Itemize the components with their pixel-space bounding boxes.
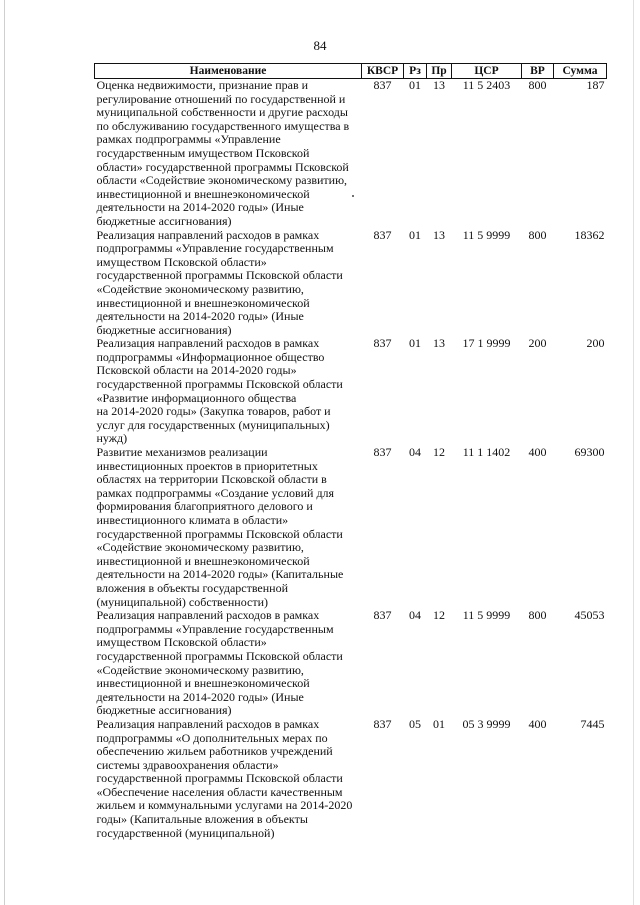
table-row	[95, 718, 607, 840]
row-vr: 800	[528, 78, 547, 92]
row-name	[95, 229, 362, 338]
row-name-line: области «Содействие экономическому развитию,	[96, 173, 348, 188]
row-pr: 13	[433, 336, 445, 351]
row-name-line: рамках подпрограммы «Создание условий для	[96, 485, 335, 500]
row-name-line: обеспечению жильем работников учреждений	[96, 744, 333, 759]
row-name-line: формирования благоприятного делового и	[96, 499, 313, 514]
row-name-line: по обслуживанию государственного имущества в	[96, 118, 350, 133]
row-csr: 11 5 9999	[462, 608, 511, 623]
page-number: 84	[313, 38, 327, 53]
table-row	[95, 609, 607, 718]
row-name-line: бюджетные ассигнования)	[96, 213, 232, 228]
row-name-line: инвестиционного климата в области»	[96, 513, 289, 527]
row-name-line: Псковской области на 2014-2020 годы»	[96, 363, 297, 378]
header-rz: Рз	[404, 64, 427, 79]
row-csr: 11 5 2403	[462, 78, 511, 92]
row-name	[95, 609, 362, 718]
row-name-line: Реализация направлений расходов в рамках	[96, 227, 320, 242]
row-name-line: «Содействие экономическому развитию,	[96, 540, 304, 555]
row-kvsr: 837	[373, 445, 392, 460]
row-csr: 17 1 9999	[462, 336, 511, 351]
header-pr: Пр	[427, 64, 452, 79]
row-name-line: государственной программы Псковской области	[96, 268, 343, 283]
row-vr: 200	[528, 336, 547, 351]
scan-edge-left	[4, 0, 5, 905]
row-name-line: жильем и коммунальными услугами на 2014-2020	[96, 798, 353, 813]
row-name-line: подпрограммы «Управление государственным	[96, 241, 334, 256]
row-name-line: системы здравоохранения области»	[96, 757, 279, 772]
row-name-line: инвестиционной и внешнеэкономической	[96, 186, 310, 201]
table-header-row	[95, 64, 607, 79]
row-sum: 200	[586, 336, 605, 351]
row-csr: 11 1 1402	[462, 445, 511, 460]
row-name-line: подпрограммы «Управление государственным	[96, 621, 334, 636]
table-row	[95, 337, 607, 446]
row-sum: 69300	[574, 445, 605, 460]
row-rz: 01	[409, 227, 421, 242]
row-name-line: услуг для государственных (муниципальных)	[96, 417, 330, 432]
row-name	[95, 446, 362, 609]
row-name-line: государственной программы Псковской области	[96, 526, 343, 541]
header-vr: ВР	[522, 64, 554, 79]
row-name-line: регулирование отношений по государственной и	[96, 91, 346, 106]
row-name-line: на 2014-2020 годы» (Закупка товаров, работ и	[96, 404, 331, 419]
row-name-line: имуществом Псковской области»	[96, 635, 267, 650]
header-name: Наименование	[95, 64, 362, 79]
row-name	[95, 718, 362, 840]
row-name-line: государственной (муниципальной)	[96, 825, 275, 840]
row-rz: 01	[409, 78, 421, 92]
row-pr: 12	[433, 445, 445, 460]
row-name-line: инвестиционной и внешнеэкономической	[96, 553, 310, 568]
row-name-line: государственной программы Псковской области	[96, 377, 343, 392]
header-kvsr: КВСР	[362, 64, 404, 79]
row-name-line: вложения в объекты государственной	[96, 580, 289, 595]
row-name-line: бюджетные ассигнования)	[96, 322, 232, 337]
row-name-line: Реализация направлений расходов в рамках	[96, 608, 320, 623]
header-csr: ЦСР	[452, 64, 522, 79]
row-vr: 800	[528, 608, 547, 623]
row-name-line: области» государственной программы Псковской	[96, 159, 349, 174]
row-name-line: «Развитие информационного общества	[96, 390, 297, 405]
row-rz: 04	[409, 608, 421, 623]
row-vr: 400	[528, 445, 547, 460]
row-vr: 800	[528, 227, 547, 242]
row-kvsr: 837	[373, 78, 392, 92]
budget-table	[94, 63, 607, 840]
row-name-line: государственным имуществом Псковской	[96, 145, 310, 160]
row-sum: 18362	[574, 227, 605, 242]
row-name	[95, 337, 362, 446]
row-rz: 05	[409, 716, 421, 731]
table-body	[95, 79, 607, 841]
row-name-line: «Обеспечение населения области качественным	[96, 784, 343, 799]
row-name-line: государственной программы Псковской области	[96, 648, 343, 663]
row-name	[95, 79, 362, 229]
row-name-line: деятельности на 2014-2020 годы» (Иные	[96, 200, 304, 215]
row-name-line: областях на территории Псковской области в	[96, 472, 327, 487]
row-name-line: деятельности на 2014-2020 годы» (Капитальные	[96, 567, 344, 582]
row-name-line: государственной программы Псковской области	[96, 771, 343, 786]
row-kvsr: 837	[373, 716, 392, 731]
row-sum: 45053	[574, 608, 605, 623]
header-sum: Сумма	[554, 64, 607, 79]
row-name-line: инвестиционных проектов в приоритетных	[96, 458, 318, 473]
row-pr: 12	[433, 608, 445, 623]
row-name-line: инвестиционной и внешнеэкономической	[96, 676, 310, 691]
row-name-line: Развитие механизмов реализации	[96, 445, 268, 460]
row-name-line: годы» (Капитальные вложения в объекты	[96, 812, 308, 827]
row-kvsr: 837	[373, 608, 392, 623]
row-name-line: инвестиционной и внешнеэкономической	[96, 295, 310, 310]
row-pr: 13	[433, 227, 445, 242]
row-name-line: подпрограммы «Информационное общество	[96, 349, 325, 364]
row-vr: 400	[528, 716, 547, 731]
row-rz: 04	[409, 445, 421, 460]
row-sum: 7445	[580, 716, 605, 731]
row-name-line: Оценка недвижимости, признание прав и	[96, 78, 309, 92]
row-pr: 13	[433, 78, 445, 92]
row-name-line: Реализация направлений расходов в рамках	[96, 716, 320, 731]
row-kvsr: 837	[373, 336, 392, 351]
row-rz: 01	[409, 336, 421, 351]
row-name-line: деятельности на 2014-2020 годы» (Иные	[96, 309, 304, 324]
row-kvsr: 837	[373, 227, 392, 242]
row-name-line: муниципальной собственности и другие расходы	[96, 105, 348, 120]
scan-edge-right	[633, 0, 634, 905]
row-sum: 187	[586, 78, 605, 92]
table-row	[95, 446, 607, 609]
row-name-line: подпрограммы «О дополнительных мерах по	[96, 730, 328, 745]
row-name-line: нужд)	[96, 431, 128, 446]
table-row	[95, 79, 607, 229]
row-name-line: Реализация направлений расходов в рамках	[96, 336, 320, 351]
row-name-line: имуществом Псковской области»	[96, 254, 267, 269]
row-name-line: рамках подпрограммы «Управление	[96, 132, 281, 147]
table-row	[95, 229, 607, 338]
row-pr: 01	[433, 716, 445, 731]
row-csr: 11 5 9999	[462, 227, 511, 242]
row-name-line: (муниципальной) собственности)	[96, 594, 268, 609]
row-name-line: бюджетные ассигнования)	[96, 703, 232, 718]
row-name-line: «Содействие экономическому развитию,	[96, 662, 304, 677]
row-name-line: «Содействие экономическому развитию,	[96, 281, 304, 296]
row-name-line: деятельности на 2014-2020 годы» (Иные	[96, 689, 304, 704]
row-csr: 05 3 9999	[462, 716, 511, 731]
